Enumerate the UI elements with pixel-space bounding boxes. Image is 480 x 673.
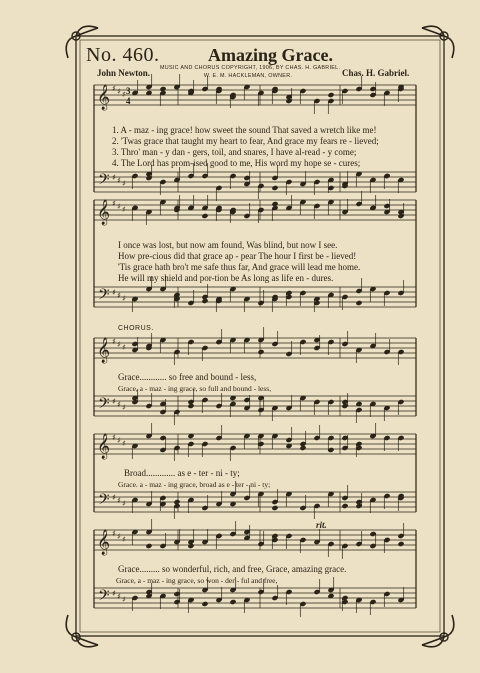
sharp-sign: ♯ <box>122 499 126 508</box>
note-head <box>229 599 236 605</box>
time-signature: 4 <box>126 96 131 106</box>
chorus-line-2-lower: Grace. a - maz - ing grace, broad as e - ter - ni - ty; <box>118 480 271 489</box>
verse-4-line-a: 4. The Lord has prom-ised good to me, His word my hope se - cures; <box>112 158 361 168</box>
treble-clef: 𝄞 <box>97 200 111 225</box>
sharp-sign: ♯ <box>112 397 116 406</box>
sharp-sign: ♯ <box>122 403 126 412</box>
treble-clef: 𝄞 <box>97 338 111 363</box>
corner-ornament <box>66 615 98 647</box>
lyricist-credit: John Newton. <box>97 68 151 78</box>
note-head <box>257 349 264 355</box>
chorus-label: CHORUS. <box>118 325 154 332</box>
verse-2-line-a: 2. 'Twas grace that taught my heart to fear, And grace my fears re - lieved; <box>112 136 379 146</box>
sharp-sign: ♯ <box>122 343 126 352</box>
sharp-sign: ♯ <box>117 400 121 409</box>
chorus-line-1-upper: Grace............ so free and bound - less, <box>118 372 257 382</box>
note-head <box>397 541 404 547</box>
bass-clef: 𝄢 <box>98 395 110 416</box>
note-head <box>341 503 348 509</box>
note-head <box>355 300 362 306</box>
chorus-line-2-upper: Broad............. as e - ter - ni - ty; <box>124 468 240 478</box>
verse-4-line-b: He will my shield and por-tion be As long as life en - dures. <box>118 273 334 283</box>
sharp-sign: ♯ <box>112 199 116 208</box>
owner-line: W. E. M. HACKLEMAN, OWNER. <box>203 73 293 79</box>
time-signature: 3 <box>126 86 131 96</box>
sharp-sign: ♯ <box>117 176 121 185</box>
note-head <box>173 499 180 505</box>
corner-ornament <box>422 615 454 647</box>
bass-clef: 𝄢 <box>98 587 110 608</box>
sharp-sign: ♯ <box>117 436 121 445</box>
bass-clef: 𝄢 <box>98 171 110 192</box>
sharp-sign: ♯ <box>122 535 126 544</box>
verse-1-line-a: 1. A - maz - ing grace! how sweet the sound That saved a wretch like me! <box>112 125 377 135</box>
chorus-line-3-lower: Grace, a - maz - ing grace, so won - der - ful and free, <box>116 576 278 585</box>
verse-3-line-b: 'Tis grace hath bro't me safe thus far, And grace will lead me home. <box>118 262 361 272</box>
sharp-sign: ♯ <box>122 90 126 99</box>
sharp-sign: ♯ <box>122 439 126 448</box>
sharp-sign: ♯ <box>117 87 121 96</box>
sharp-sign: ♯ <box>117 202 121 211</box>
treble-clef: 𝄞 <box>97 434 111 459</box>
sharp-sign: ♯ <box>112 433 116 442</box>
copyright-line: MUSIC AND CHORUS COPYRIGHT, 1906, BY CHAS. H. GABRIEL. <box>160 65 341 71</box>
note-head <box>271 185 278 191</box>
sharp-sign: ♯ <box>117 532 121 541</box>
sharp-sign: ♯ <box>117 291 121 300</box>
verse-1-line-b: I once was lost, but now am found, Was blind, but now I see. <box>118 240 338 250</box>
sharp-sign: ♯ <box>117 340 121 349</box>
treble-clef: 𝄞 <box>97 530 111 555</box>
sharp-sign: ♯ <box>112 337 116 346</box>
sharp-sign: ♯ <box>112 288 116 297</box>
sharp-sign: ♯ <box>122 179 126 188</box>
note-head <box>327 92 334 98</box>
note-head <box>201 601 208 607</box>
chorus-line-3-upper: Grace......... so wonderful, rich, and free, Grace, amazing grace. <box>118 564 347 574</box>
sharp-sign: ♯ <box>117 496 121 505</box>
note-head <box>271 201 278 207</box>
sharp-sign: ♯ <box>112 84 116 93</box>
sharp-sign: ♯ <box>112 493 116 502</box>
sharp-sign: ♯ <box>112 589 116 598</box>
note-head <box>159 86 166 92</box>
hymn-number: No. 460. <box>86 44 160 66</box>
note-head <box>201 213 208 219</box>
note-head <box>271 505 278 511</box>
note-head <box>145 543 152 549</box>
note-head <box>187 403 194 409</box>
note-head <box>201 298 208 304</box>
note-head <box>187 543 194 549</box>
chorus-line-1-lower: Grace, a - maz - ing grace, so full and bound - less, <box>118 384 272 393</box>
verse-2-line-b: How pre-cious did that grace ap - pear The hour I first be - lieved! <box>118 251 357 261</box>
bass-clef: 𝄢 <box>98 491 110 512</box>
verse-3-line-a: 3. Thro' man - y dan - gers, toil, and snares, I have al-read - y come; <box>112 147 357 157</box>
treble-clef: 𝄞 <box>97 85 111 110</box>
sharp-sign: ♯ <box>122 205 126 214</box>
sharp-sign: ♯ <box>122 595 126 604</box>
note-head <box>299 445 306 451</box>
sharp-sign: ♯ <box>122 294 126 303</box>
corner-ornament <box>422 26 454 58</box>
bass-clef: 𝄢 <box>98 286 110 307</box>
ritardando-mark: rit. <box>316 520 327 530</box>
sharp-sign: ♯ <box>112 173 116 182</box>
sharp-sign: ♯ <box>117 592 121 601</box>
composer-credit: Chas. H. Gabriel. <box>342 68 410 78</box>
hymn-title: Amazing Grace. <box>208 45 333 65</box>
sharp-sign: ♯ <box>112 529 116 538</box>
